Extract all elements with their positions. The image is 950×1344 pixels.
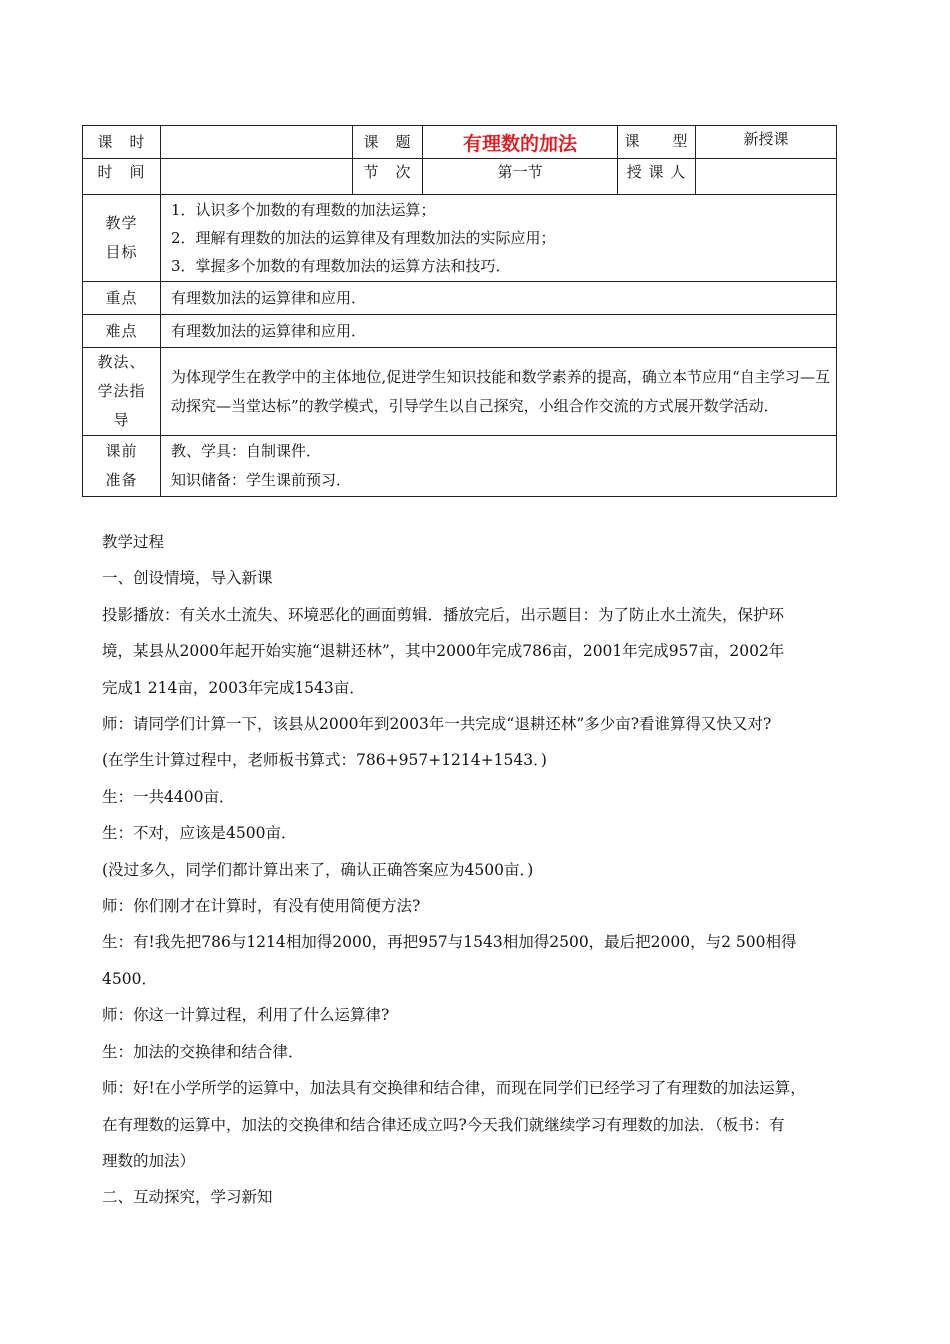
lesson-type-value: 新授课 [696, 126, 837, 159]
goals-label-line2: 目标 [105, 243, 138, 261]
prep-label [83, 436, 161, 497]
paragraph-line: 师：好!在小学所学的运算中，加法具有交换律和结合律，而现在同学们已经学习了有理数的加法运算， [102, 1079, 806, 1098]
method-label [83, 348, 161, 436]
process-heading: 教学过程 [102, 533, 165, 551]
paragraph-line: 理数的加法） [102, 1151, 196, 1170]
class-hours-label: 课 时 [83, 126, 161, 159]
class-hours-value [161, 126, 353, 159]
paragraph-line: (在学生计算过程中，老师板书算式：786+957+1214+1543．) [102, 751, 547, 770]
section-label: 节 次 [353, 159, 423, 195]
method-label-line3: 导 [113, 411, 130, 429]
prep-item: 知识储备：学生课前预习． [171, 471, 352, 489]
lesson-type-label: 课 型 [618, 126, 696, 159]
paragraph-line: 师：请同学们计算一下，该县从2000年到2003年一共完成“退耕还林”多少亩?看谁算得又快又对? [102, 715, 772, 734]
difficulty-label: 难点 [83, 315, 161, 348]
paragraph-line: (没过多久，同学们都计算出来了，确认正确答案应为4500亩．) [102, 860, 534, 879]
prep-label-line2: 准备 [105, 471, 138, 489]
section-value: 第一节 [423, 159, 618, 195]
method-label-line2: 学法指 [97, 382, 146, 400]
paragraph-line: 完成1 214亩，2003年完成1543亩． [102, 678, 365, 697]
difficulty-value: 有理数加法的运算律和应用． [161, 315, 837, 348]
goal-item: 1．认识多个加数的有理数的加法运算； [171, 201, 436, 219]
paragraph-line: 师：你这一计算过程，利用了什么运算律? [102, 1006, 390, 1025]
lesson-title: 有理数的加法 [423, 126, 618, 159]
goals-label-line1: 教学 [105, 214, 138, 232]
method-label-line1: 教法、 [97, 353, 146, 371]
goals-content [161, 195, 837, 282]
paragraph-line: 生：一共4400亩． [102, 787, 235, 806]
paragraph-line: 生：加法的交换律和结合律． [102, 1042, 304, 1061]
paragraph-line: 在有理数的运算中，加法的交换律和结合律还成立吗?今天我们就继续学习有理数的加法．（板书：有 [102, 1115, 785, 1134]
section-heading: 一、创设情境，导入新课 [102, 569, 273, 588]
topic-label: 课 题 [353, 126, 423, 159]
prep-label-line1: 课前 [105, 442, 138, 460]
goal-item: 2．理解有理数的加法的运算律及有理数加法的实际应用； [171, 229, 556, 247]
lesson-body [102, 524, 862, 1216]
time-label: 时 间 [83, 159, 161, 195]
paragraph-line: 师：你们刚才在计算时，有没有使用简便方法? [102, 897, 421, 916]
paragraph-line: 境，某县从2000年起开始实施“退耕还林”，其中2000年完成786亩，2001年完成957亩，2002年 [102, 642, 785, 661]
teacher-label: 授 课 人 [618, 159, 696, 195]
prep-item: 教、学具：自制课件． [171, 442, 322, 460]
teacher-value [696, 159, 837, 195]
prep-content [161, 436, 837, 497]
time-value [161, 159, 353, 195]
goal-item: 3．掌握多个加数的有理数加法的运算方法和技巧． [171, 257, 511, 275]
paragraph-line: 4500． [102, 969, 157, 988]
goals-label [83, 195, 161, 282]
paragraph-line: 生：有!我先把786与1214相加得2000，再把957与1543相加得2500，最后把2000，与2 500相得 [102, 933, 797, 952]
section-heading: 二、互动探究，学习新知 [102, 1188, 273, 1207]
lesson-info-table [82, 125, 837, 497]
paragraph-line: 生：不对，应该是4500亩． [102, 824, 297, 843]
key-point-label: 重点 [83, 282, 161, 315]
key-point-value: 有理数加法的运算律和应用． [161, 282, 837, 315]
paragraph-line: 投影播放：有关水土流失、环境恶化的画面剪辑．播放完后，出示题目：为了防止水土流失，保护环 [102, 605, 785, 624]
method-value: 为体现学生在教学中的主体地位,促进学生知识技能和数学素养的提高，确立本节应用“自主学习—互动探究—当堂达标”的教学模式，引导学生以自己探究，小组合作交流的方式展开数学活动． [161, 348, 837, 436]
